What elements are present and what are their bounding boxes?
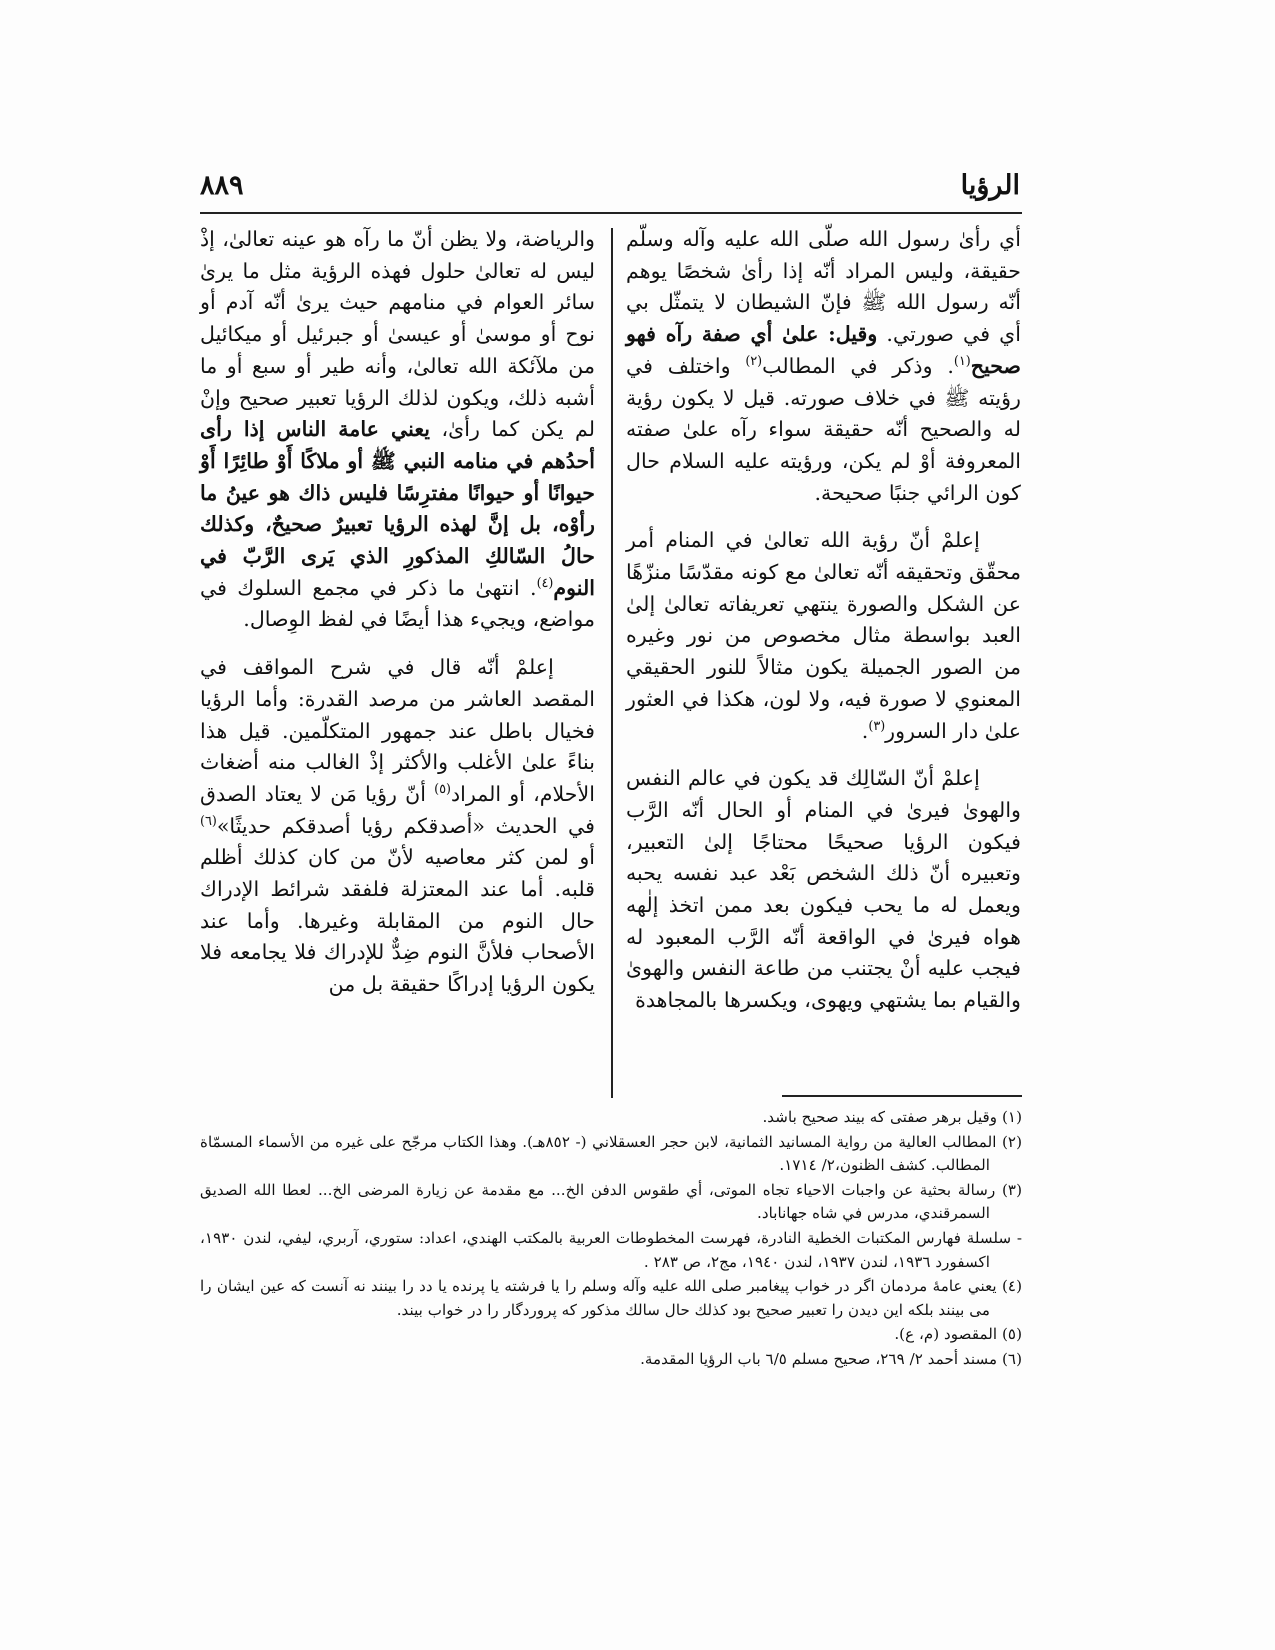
left-column [200, 224, 595, 1001]
footnote-marker: (٢) [745, 353, 763, 369]
footnote: (٦) مسند أحمد ٢/ ٢٦٩، صحيح مسلم ٦/٥ باب الرؤيا المقدمة. [640, 1349, 1022, 1368]
header-rule [200, 212, 1022, 214]
footnote-rule [782, 1095, 1022, 1097]
text-run: واختلف في رؤيته ﷺ في خلاف صورته. قيل لا يكون رؤية له والصحيح أنّه حقيقة سواء رآه علىٰ صفته المعروفة أوْ لم يكن، ورؤيته عليه السلام حال كون الرائي جنبًا صحيحة. [626, 353, 1021, 505]
text-run: أي رأىٰ رسول الله صلّى الله عليه وآله وسلّم حقيقة، وليس المراد أنّه إذا رأىٰ شخصًا يوهم أنّه رسول الله ﷺ فإنّ الشيطان لا يتمثّل بي أي في صورتي. [626, 227, 1021, 347]
footnote: - سلسلة فهارس المكتبات الخطية النادرة، فهرست المخطوطات العربية بالمكتب الهندي، اعداد: ستوري، آربري، ليفي، لندن ١٩٣٠، اكسفورد ١٩٣٦، لندن ١٩٣٧، لندن ١٩٤٠، مج٢، ص ٢٨٣ . [200, 1228, 1022, 1271]
footnotes [200, 1106, 1022, 1373]
text-run: أنّ رؤيا مَن لا يعتاد الصدق في الحديث «أصدقكم رؤيا أصدقكم حديثًا» [200, 781, 595, 838]
paragraph [200, 652, 595, 1001]
text-run: أو لمن كثر معاصيه لأنّ من كان كذلك أظلم قلبه. أما عند المعتزلة فلفقد شرائط الإدراك حال النوم من المقابلة وغيرها. وأما عند الأصحاب فلأنَّ النوم ضِدٌّ للإدراك فلا يجامعه فلا يكون الرؤيا إدراكًا حقيقة بل من [200, 845, 595, 997]
footnote-marker: (٦) [200, 813, 217, 829]
bold-text: يعني عامة الناس إذا رأى أحدُهم في منامه النبي ﷺ أو ملاكًا أَوْ طائِرًا أَوْ حيوانًا أو حيوانًا مفترِسًا فليس ذاك هو عينُ ما رأوْه، بل إنَّ لهذه الرؤيا تعبيرٌ صحيحٌ، وكذلك حالُ السّالكِ المذكورِ الذي يَرى الرَّبّ في النوم [200, 417, 595, 600]
right-column [626, 224, 1021, 1017]
footnote-marker: (٥) [434, 782, 451, 798]
bold-text: وقيل: علىٰ أي صفة رآه فهو صحيح [626, 322, 1021, 378]
footnote: (١) وقيل برهر صفتى كه بيند صحيح باشد. [762, 1108, 1022, 1126]
text-run: إعلمْ أنّ رؤية الله تعالىٰ في المنام أمر محقّق وتحقيقه أنّه تعالىٰ مع كونه مقدّسًا منزّهًا عن الشكل والصورة ينتهي تعريفاته تعالىٰ إلىٰ العبد بواسطة مثال مخصوص من نور وغيره من الصور الجميلة يكون مثالاً للنور الحقيقي المعنوي لا صورة فيه، ولا لون، هكذا في العثور علىٰ دار السرور [626, 528, 1021, 743]
text-run: . وذكر في المطالب [762, 353, 954, 378]
footnote: (٥) المقصود (م، ع). [894, 1325, 1022, 1344]
text-run: والرياضة، ولا يظن أنّ ما رآه هو عينه تعالىٰ، إذْ ليس له تعالىٰ حلول فهذه الرؤية مثل ما يرىٰ سائر العوام في منامهم حيث يرىٰ أنّه آدم أو نوح أو موسىٰ أو عيسىٰ أو جبرئيل أو ميكائيل من ملآئكة الله تعالىٰ، وأنه طير أو سبع أو ما أشبه ذلك، ويكون لذلك الرؤيا تعبير صحيح وإنْ لم يكن كما رأىٰ، [200, 227, 595, 442]
text-run: إعلمْ أنّه قال في شرح المواقف في المقصد العاشر من مرصد القدرة: وأما الرؤيا فخيال باطل عند جمهور المتكلّمين. قيل هذا بناءً علىٰ الأغلب والأكثر إذْ الغالب منه أضغاث الأحلام، أو المراد [200, 655, 595, 806]
footnote-marker: (١) [953, 353, 971, 369]
chapter-title: الرؤيا [960, 170, 1020, 201]
footnote: (٣) رسالة بحثية عن واجبات الاحياء تجاه الموتى، أي طقوس الدفن الخ... مع مقدمة عن زيارة المرضى الخ... لعطا الله الصديق السمرقندي، مدرس في شاه جهاناباد. [200, 1180, 1022, 1223]
text-run: . [861, 718, 869, 743]
column-divider [611, 228, 613, 1098]
footnote: (٢) المطالب العالية من رواية المسانيد الثمانية، لابن حجر العسقلاني (- ٨٥٢هـ). وهذا الكتاب مرجّح على غيره من الأسماء المسمّاة المطالب. كشف الظنون،٢/ ١٧١٤. [200, 1132, 1022, 1175]
footnote-marker: (٣) [868, 718, 886, 734]
paragraph [626, 525, 1021, 747]
footnote: (٤) يعني عامهٔ مردمان اگر در خواب پيغامبر صلى الله عليه وآله وسلم را يا فرشته يا پرنده يا دد را بينند نه آنست كه عين ايشان را مى بينند بلكه اين ديدن را تعبير صحيح بود كذلك حال سالك مذكور كه پروردگار را در خواب بيند. [200, 1277, 1022, 1319]
paragraph: إعلمْ أنّ السّالِك قد يكون في عالم النفس والهوىٰ فيرىٰ في المنام أو الحال أنّه الرَّب فيكون الرؤيا صحيحًا محتاجًا إلىٰ التعبير، وتعبيره أنّ ذلك الشخص بَعْد عبد نفسه يحبه ويعمل له ما يحب فيكون بعد ممن اتخذ إلٰهه هواه فيرىٰ في الواقعة أنّه الرَّب المعبود له فيجب عليه أنْ يجتنب من طاعة النفس والهوىٰ والقيام بما يشتهي ويهوى، ويكسرها بالمجاهدة [626, 766, 1021, 1013]
page-number: ٨٨٩ [200, 170, 244, 201]
text-run: . انتهىٰ ما ذكر في مجمع السلوك في مواضع، ويجيء هذا أيضًا في لفظ الوِصال. [200, 575, 595, 632]
paragraph [626, 224, 1021, 509]
footnote-marker: (٤) [536, 575, 554, 591]
running-header [200, 170, 1020, 214]
paragraph [200, 224, 595, 636]
